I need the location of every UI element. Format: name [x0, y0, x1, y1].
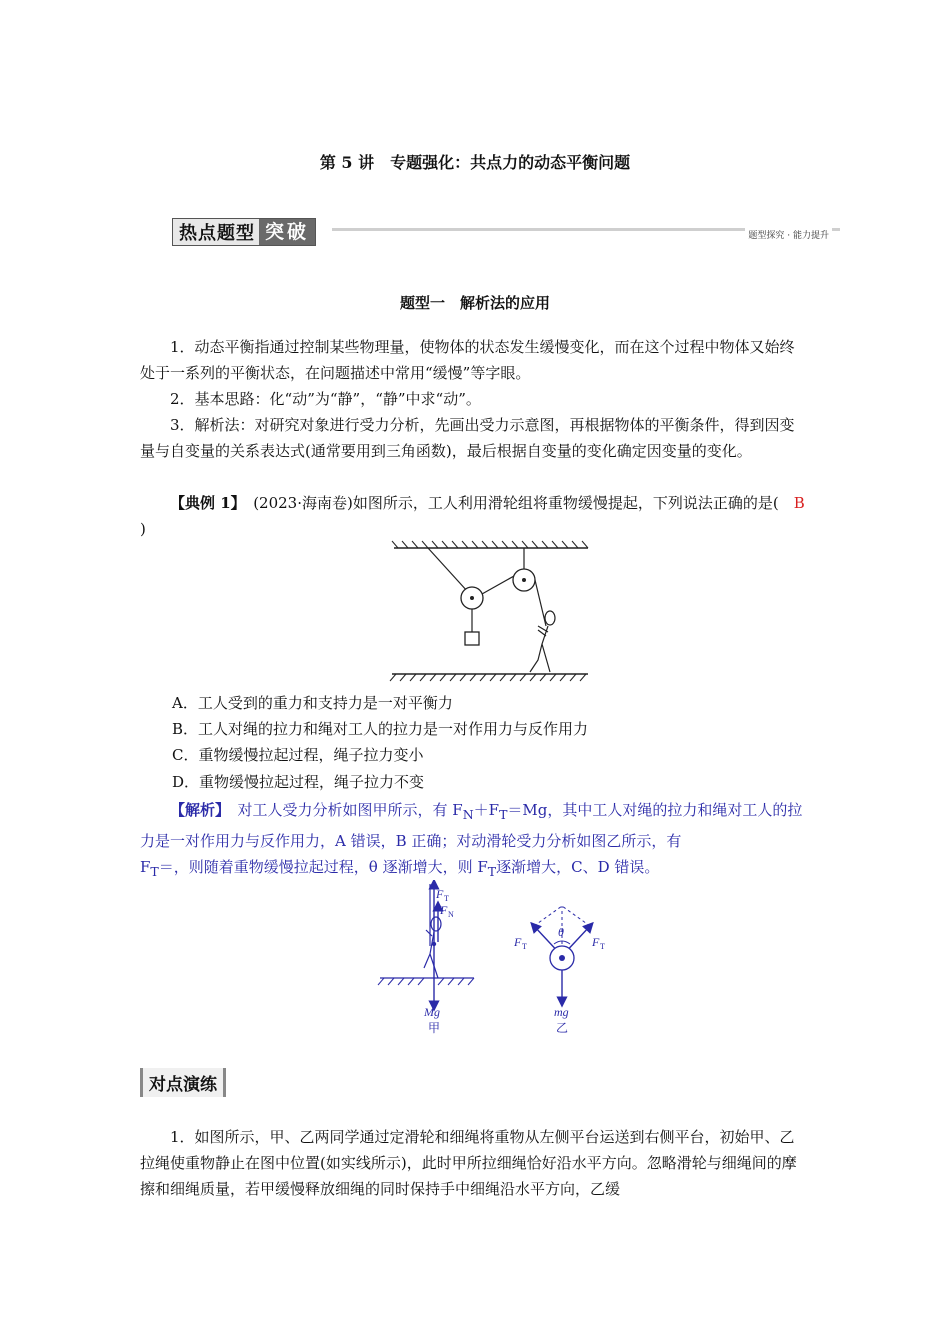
analysis-text-2: ＝Mg，其中工人对绳的拉力和绳对工人的拉力是一对作用力与反作用力，A 错误，B 正确；对动滑轮受力分析如图乙所示，有 — [140, 801, 803, 850]
label-theta: θ — [558, 925, 564, 939]
banner-subtitle: 题型探究 · 能力提升 — [745, 228, 832, 241]
option-a: A．工人受到的重力和支持力是一对平衡力 — [172, 694, 453, 712]
section-heading: 题型一 解析法的应用 — [399, 294, 550, 312]
analysis-sub-t2: T — [150, 864, 159, 879]
example-source: (2023·海南卷) — [253, 494, 353, 512]
label-jia: 甲 — [428, 1021, 441, 1035]
label-mg: mg — [554, 1005, 569, 1019]
label-ft-sub: T — [444, 894, 449, 903]
analysis-ft: F — [140, 858, 151, 876]
example-answer: B — [793, 494, 805, 512]
analysis-sub-t: T — [499, 807, 508, 822]
option-d: D．重物缓慢拉起过程，绳子拉力不变 — [172, 773, 425, 791]
analysis-text-4: 逐渐增大，C、D 错误。 — [496, 858, 660, 876]
label-ft-right-sub: T — [600, 942, 605, 951]
label-ft-left: F — [514, 935, 522, 949]
option-c: C．重物缓慢拉起过程，绳子拉力变小 — [172, 746, 424, 764]
label-fn-sub: N — [448, 910, 454, 919]
analysis-text-3: ＝，则随着重物缓慢拉起过程，θ 逐渐增大，则 F — [158, 858, 488, 876]
banner-label-part2: 突破 — [259, 219, 315, 245]
point-2: 2．基本思路：化“动”为“静”，“静”中求“动”。 — [170, 390, 481, 408]
point-3: 3．解析法：对研究对象进行受力分析，先画出受力示意图，再根据物体的平衡条件，得到因变量与自变量的关系表达式(通常要用到三角函数)，最后根据自变量的变化确定因变量的变化。 — [140, 416, 795, 460]
banner-label-part1: 热点题型 — [179, 223, 255, 244]
force-diagram-jia — [374, 880, 478, 1038]
analysis — [140, 797, 808, 885]
section-banner — [172, 216, 840, 246]
practice-question-1: 1．如图所示，甲、乙两同学通过定滑轮和细绳将重物从左侧平台运送到右侧平台，初始甲、乙拉绳使重物静止在图中位置(如实线所示)，此时甲所拉细绳恰好沿水平方向。忽略滑轮与细绳间的摩擦和细绳质量，若甲缓慢释放细绳的同时保持手中细绳沿水平方向，乙缓 — [140, 1128, 797, 1198]
banner-label — [172, 218, 316, 246]
analysis-sub-t3: T — [487, 864, 497, 879]
page-title: 第 5 讲 专题强化：共点力的动态平衡问题 — [319, 153, 631, 172]
point-1: 1．动态平衡指通过控制某些物理量，使物体的状态发生缓慢变化，而在这个过程中物体又始终处于一系列的平衡状态，在问题描述中常用“缓慢”等字眼。 — [140, 338, 795, 382]
option-b: B．工人对绳的拉力和绳对工人的拉力是一对作用力与反作用力 — [172, 720, 589, 738]
practice-heading: 对点演练 — [140, 1068, 226, 1097]
analysis-plus: ＋F — [473, 801, 500, 819]
pulley-figure — [388, 540, 594, 684]
label-ft-right: F — [592, 935, 600, 949]
label-fn: F — [440, 903, 448, 917]
example-1 — [140, 490, 808, 542]
label-ft: F — [436, 887, 444, 901]
label-yi: 乙 — [556, 1021, 569, 1035]
example-close: ) — [140, 520, 146, 538]
force-diagram-yi — [508, 900, 618, 1038]
analysis-label: 【解析】 — [170, 801, 223, 819]
analysis-text-1: 对工人受力分析如图甲所示，有 F — [237, 801, 463, 819]
example-label: 【典例 1】 — [170, 494, 239, 512]
example-stem: 如图所示，工人利用滑轮组将重物缓慢提起，下列说法正确的是( — [352, 494, 779, 512]
label-Mg: Mg — [424, 1005, 440, 1019]
analysis-sub-n: N — [462, 807, 474, 822]
label-ft-left-sub: T — [522, 942, 527, 951]
